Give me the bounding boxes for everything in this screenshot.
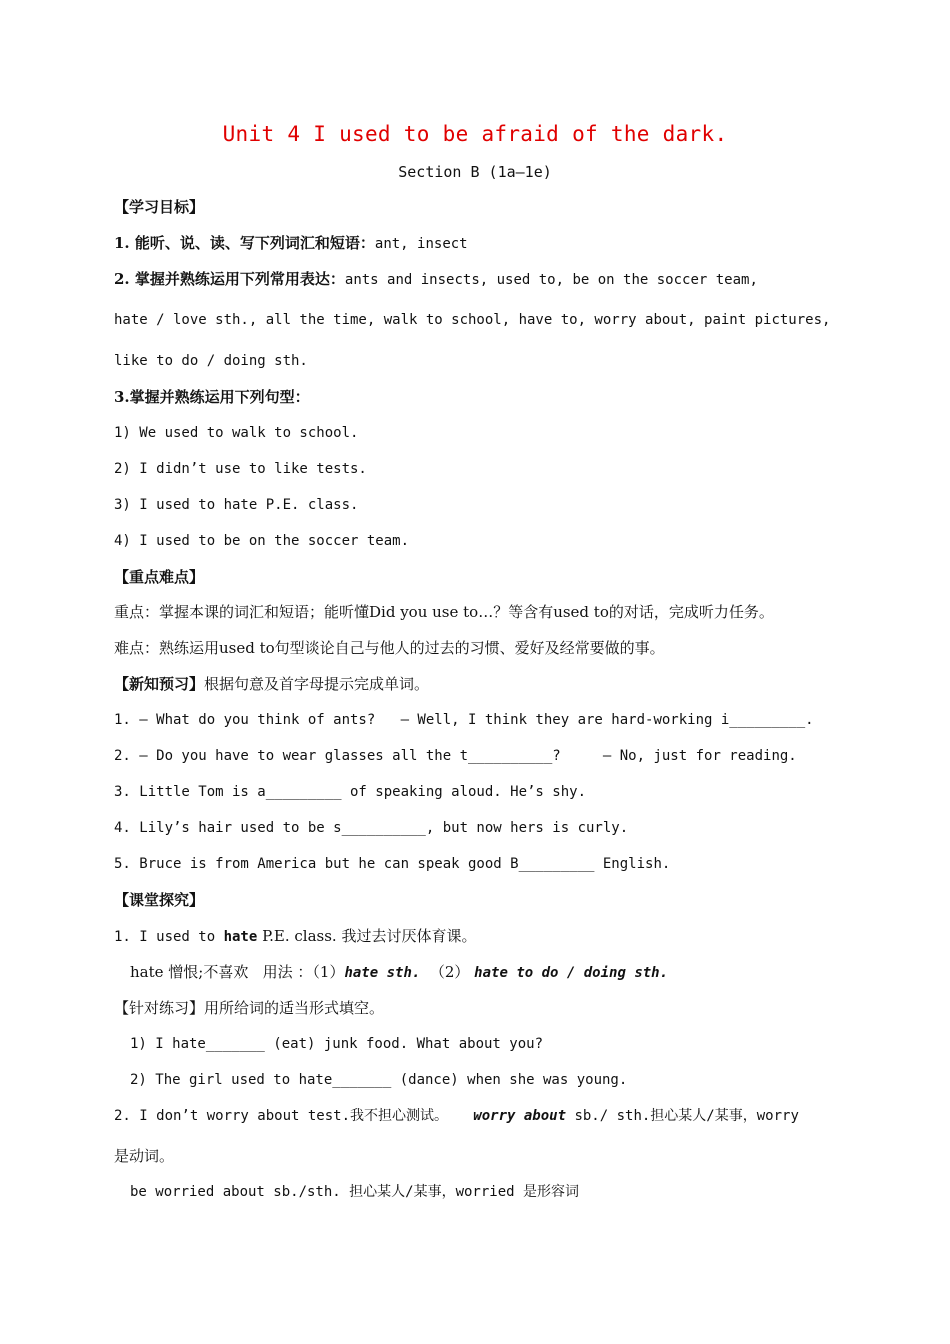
hate-usage-2: hate to do / doing sth. — [474, 965, 669, 981]
explore-heading: 【课堂探究】 — [114, 891, 205, 909]
page-title: Unit 4 I used to be afraid of the dark. — [222, 122, 728, 146]
explore-point-2-c: sb./ sth.担心某人/某事，worry — [566, 1108, 799, 1124]
preview-heading: 【新知预习】 — [114, 675, 205, 693]
preview-q2: 2. — Do you have to wear glasses all the t__________? — No, just for reading. — [114, 748, 797, 764]
explore-point-2-a: 2. I don’t worry about test.我不担心测试。 — [114, 1108, 474, 1124]
goal-2-text-1: ants and insects, used to, be on the soccer team, — [344, 272, 758, 288]
key-point: 重点：掌握本课的词汇和短语；能听懂Did you use to…？等含有used to的对话，完成听力任务。 — [114, 603, 774, 621]
section-subtitle: Section B (1a—1e) — [398, 163, 552, 181]
explore-point-2-e: be worried about sb./sth. 担心某人/某事，worried 是形容词 — [130, 1184, 580, 1200]
goal-2-text-3: like to do / doing sth. — [114, 353, 308, 369]
goal-2-label: 2. 掌握并熟练运用下列常用表达： — [114, 270, 345, 288]
hate-usage-c: （2） — [420, 963, 475, 981]
preview-q1: 1. — What do you think of ants? — Well, I think they are hard-working i_________. — [114, 712, 814, 728]
goal-2-text-2: hate / love sth., all the time, walk to school, have to, worry about, paint pictures, — [114, 312, 831, 328]
goal-3-label: 3.掌握并熟练运用下列句型： — [114, 388, 310, 406]
goals-heading: 【学习目标】 — [114, 198, 205, 216]
preview-q5: 5. Bruce is from America but he can speak good B_________ English. — [114, 856, 671, 872]
explore-point-1-a: 1. I used to — [114, 929, 224, 945]
explore-point-2-keyword: worry about — [473, 1108, 567, 1124]
practice-instruction: 用所给词的适当形式填空。 — [204, 999, 385, 1017]
difficult-point: 难点：熟练运用used to句型谈论自己与他人的过去的习惯、爱好及经常要做的事。 — [114, 639, 665, 657]
goal-1-label: 1. 能听、说、读、写下列词汇和短语： — [114, 234, 375, 252]
goal-1-text: ant, insect — [374, 236, 468, 252]
explore-point-1 — [114, 926, 476, 947]
practice-heading-line — [114, 998, 384, 1018]
hate-usage-a: hate 憎恨;不喜欢 用法 ：（1） — [130, 963, 345, 981]
sentence-3: 3) I used to hate P.E. class. — [114, 497, 359, 513]
goal-2 — [114, 269, 758, 290]
explore-point-2-d: 是动词。 — [114, 1147, 175, 1165]
practice-2: 2) The girl used to hate_______ (dance) when she was young. — [130, 1072, 628, 1088]
explore-point-1-c: P.E. class. 我过去讨厌体育课。 — [257, 927, 477, 945]
practice-1: 1) I hate_______ (eat) junk food. What about you? — [130, 1036, 544, 1052]
explore-point-1-keyword: hate — [223, 929, 258, 945]
sentence-1: 1) We used to walk to school. — [114, 425, 359, 441]
preview-heading-line — [114, 674, 429, 694]
practice-heading: 【针对练习】 — [114, 999, 205, 1017]
explore-point-2 — [114, 1105, 799, 1126]
preview-instruction: 根据句意及首字母提示完成单词。 — [204, 675, 430, 693]
goal-1 — [114, 233, 468, 254]
preview-q3: 3. Little Tom is a_________ of speaking aloud. He’s shy. — [114, 784, 587, 800]
sentence-2: 2) I didn’t use to like tests. — [114, 461, 367, 477]
hate-usage-1: hate sth. — [344, 965, 421, 981]
key-heading: 【重点难点】 — [114, 568, 205, 586]
preview-q4: 4. Lily’s hair used to be s__________, but now hers is curly. — [114, 820, 629, 836]
hate-usage — [130, 962, 668, 983]
sentence-4: 4) I used to be on the soccer team. — [114, 533, 410, 549]
